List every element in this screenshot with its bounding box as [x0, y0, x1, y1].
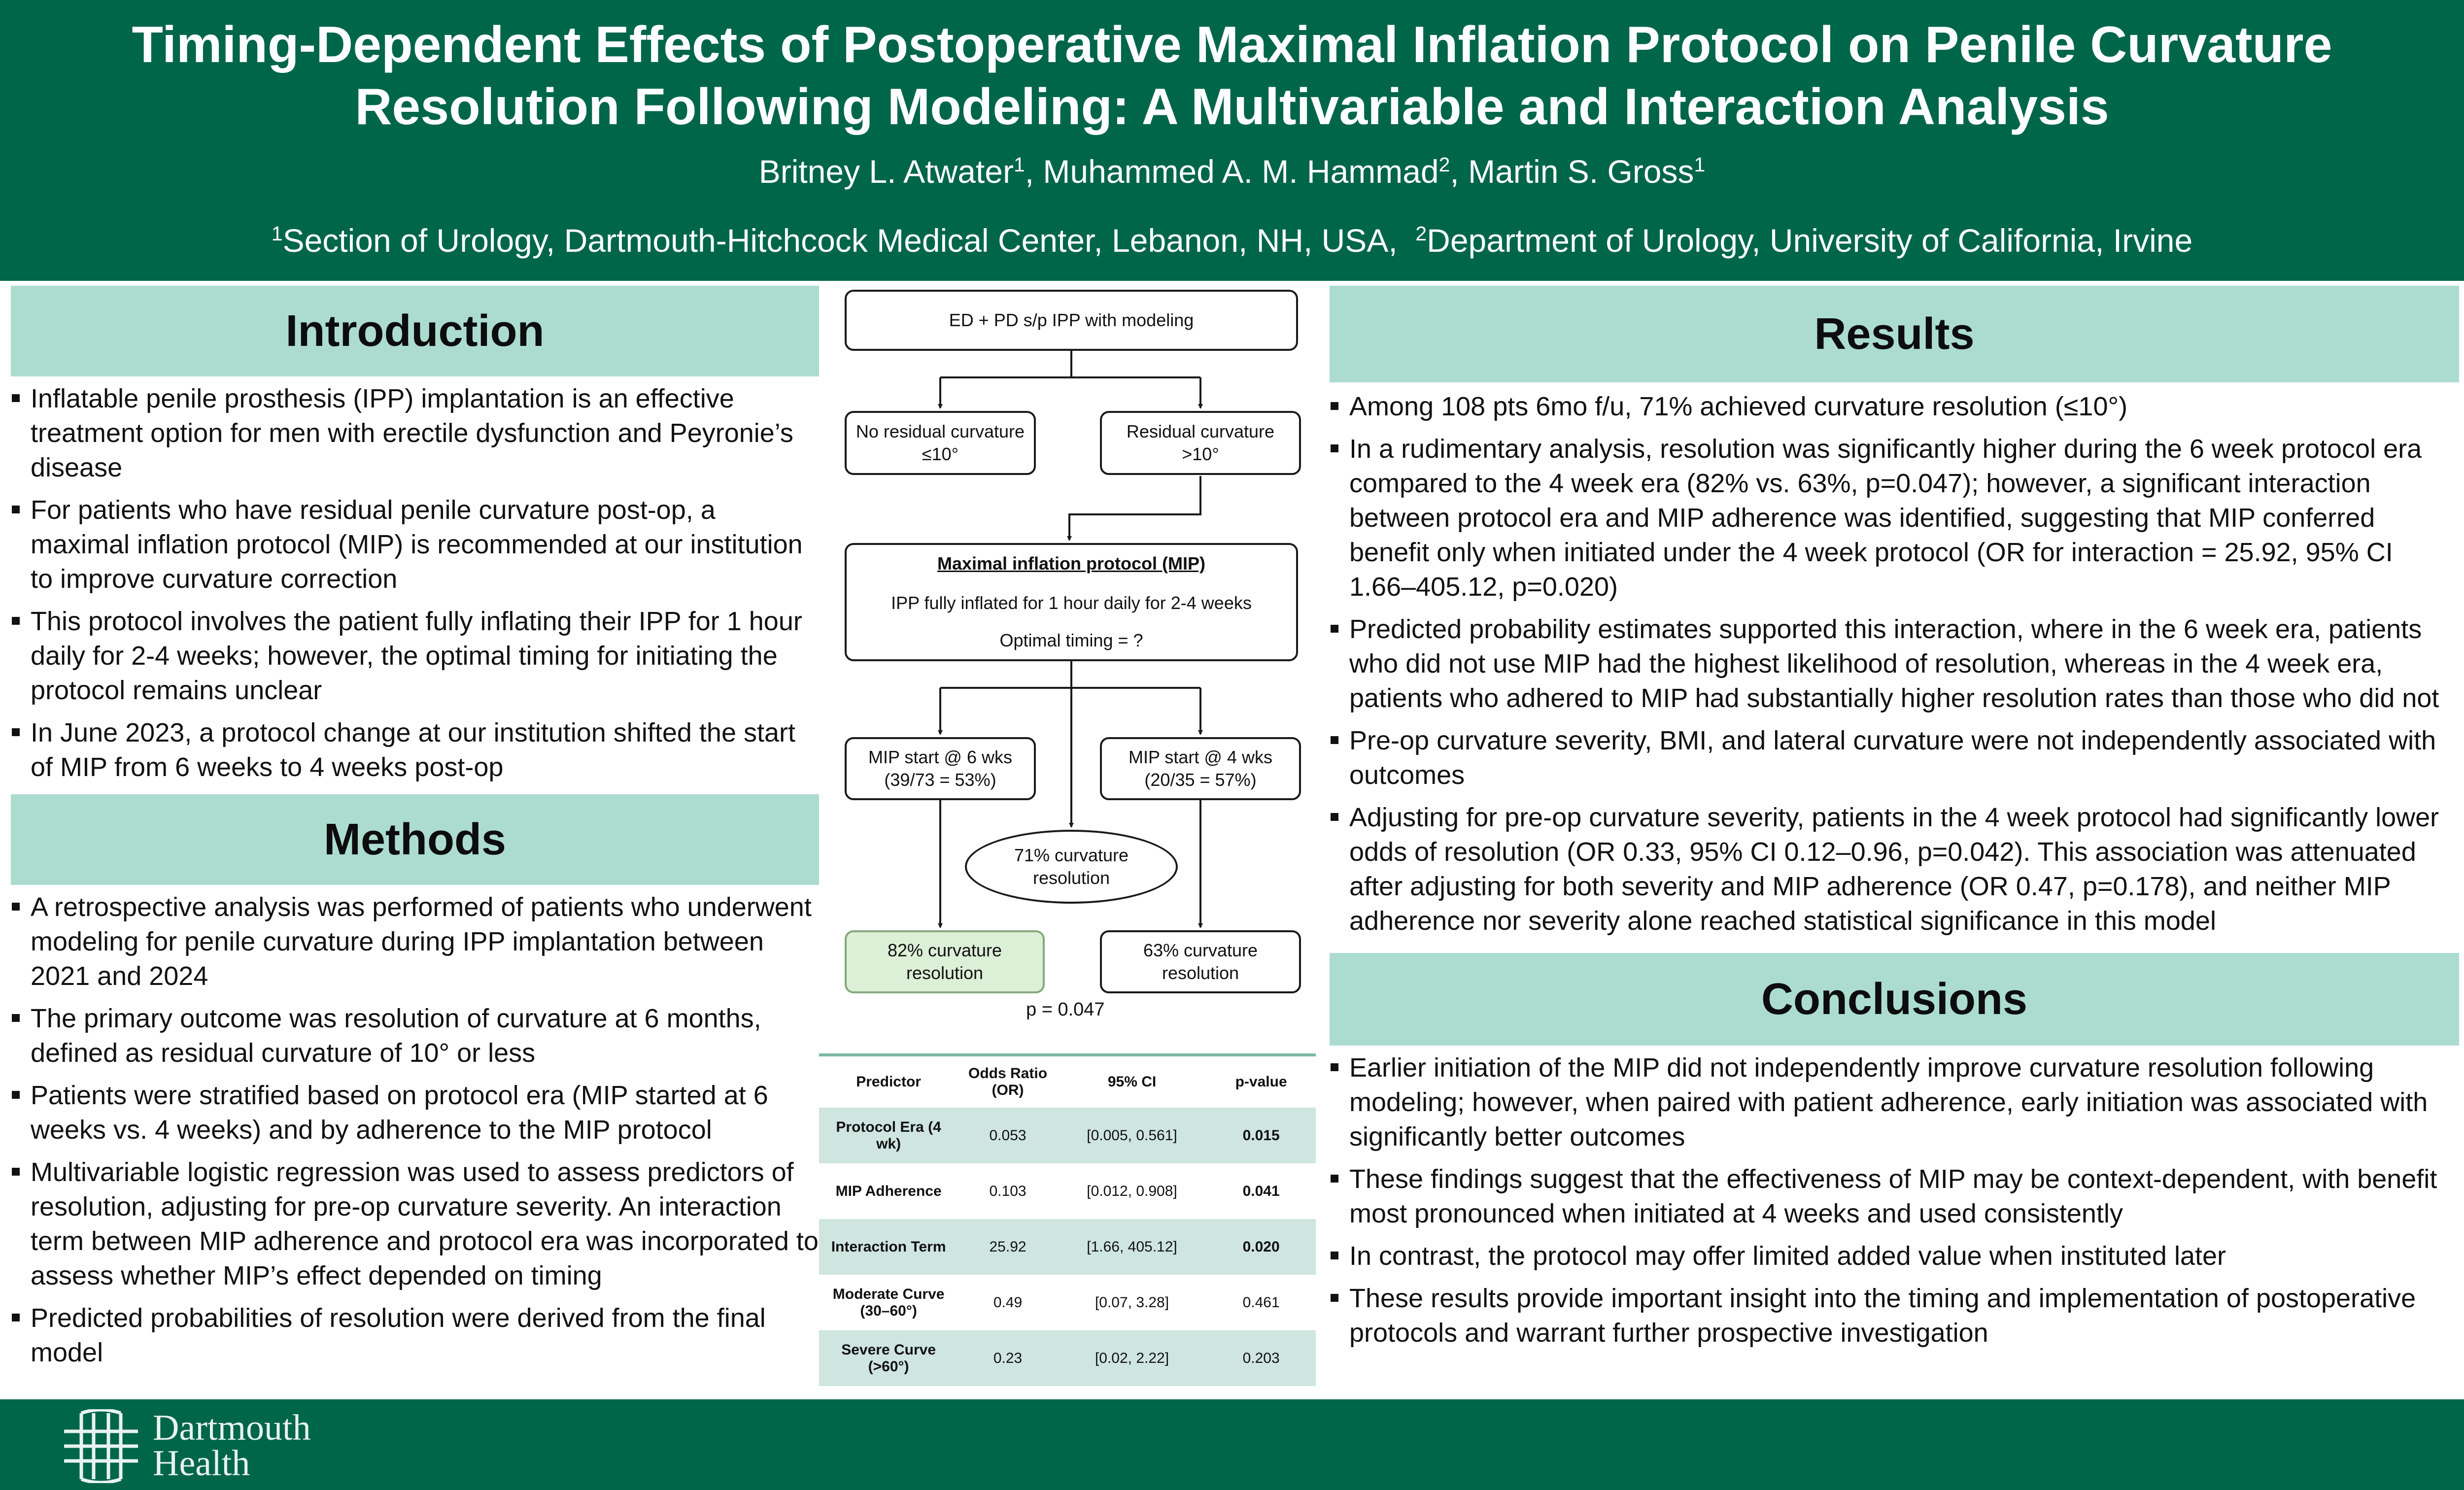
methods-list: [11, 890, 819, 1370]
cell-predictor: Moderate Curve (30–60°): [832, 1286, 945, 1319]
list-item: The primary outcome was resolution of curvature at 6 months, defined as residual curvature of 10° or less: [11, 1001, 819, 1070]
resolution-63-box: [1100, 930, 1301, 993]
residual-box: [1100, 411, 1301, 475]
author-3: Martin S. Gross$^1$: [1468, 153, 1706, 190]
list-item: In contrast, the protocol may offer limited added value when instituted later: [1330, 1239, 2459, 1273]
overall-line-1: 71% curvature: [1014, 845, 1129, 865]
four-week-line-1: MIP start @ 4 wks: [1129, 747, 1272, 767]
author-2: Muhammed A. M. Hammad$^2$,: [1043, 153, 1469, 190]
cell-ci: [0.07, 3.28]: [1095, 1294, 1169, 1311]
no-residual-line-2: ≤10°: [922, 444, 959, 464]
list-item: Patients were stratified based on protocol era (MIP started at 6 weeks vs. 4 weeks) and by adherence to the MIP protocol: [11, 1078, 819, 1147]
poster-header: [0, 0, 2464, 281]
table-row: [819, 1108, 1316, 1163]
right-column: [1330, 286, 2459, 1358]
list-item: For patients who have residual penile curvature post-op, a maximal inflation protocol (MIP) is recommended at our institution to improve curvature correction: [11, 493, 819, 596]
res82-line-2: resolution: [906, 963, 984, 983]
residual-line-2: >10°: [1182, 444, 1219, 464]
conclusions-heading: Conclusions: [1330, 953, 2459, 1046]
col-header-ci: 95% CI: [1107, 1074, 1157, 1090]
conclusions-list: [1330, 1050, 2459, 1350]
cell-odds-ratio: 0.23: [993, 1350, 1023, 1366]
six-week-line-1: MIP start @ 6 wks: [868, 747, 1012, 767]
cell-odds-ratio: 0.49: [993, 1294, 1023, 1311]
flow-top-text: ED + PD s/p IPP with modeling: [949, 310, 1194, 330]
col-header-odds-ratio: Odds Ratio (OR): [968, 1065, 1048, 1098]
no-residual-box: [845, 411, 1036, 475]
list-item: This protocol involves the patient fully inflating their IPP for 1 hour daily for 2-4 weeks; however, the optimal timing for initiating the protocol remains unclear: [11, 604, 819, 708]
no-residual-line-1: No residual curvature: [856, 421, 1025, 441]
list-item: These results provide important insight into the timing and implementation of postoperative protocols and warrant further prospective investigation: [1330, 1281, 2459, 1350]
mip-title: Maximal inflation protocol (MIP): [937, 553, 1205, 574]
cell-predictor: MIP Adherence: [835, 1183, 942, 1199]
cell-p-value: 0.203: [1242, 1350, 1280, 1366]
four-week-box: [1100, 737, 1301, 800]
res63-line-2: resolution: [1162, 963, 1239, 983]
cell-p-value: 0.015: [1242, 1127, 1280, 1144]
study-flowchart: [819, 276, 1330, 1045]
cell-p-value: 0.461: [1242, 1294, 1280, 1311]
list-item: Multivariable logistic regression was used to assess predictors of resolution, adjusting for pre-op curvature severity. An interaction term between MIP adherence and protocol era was incorporated to assess whether MIP’s effect depended on timing: [11, 1155, 819, 1293]
list-item: Adjusting for pre-op curvature severity, patients in the 4 week protocol had significantly lower odds of resolution (OR 0.33, 95% CI 0.12–0.96, p=0.042). This association was attenuated after adjusting for both severity and MIP adherence (OR 0.47, p=0.178), and neither MIP adherence nor severity alone reached statistical significance in this model: [1330, 800, 2459, 938]
affiliation-2: $^2$Department of Urology, University of California, Irvine: [1415, 222, 2193, 259]
list-item: In a rudimentary analysis, resolution was significantly higher during the 6 week protocol era compared to the 4 week era (82% vs. 63%, p=0.047); however, a significant interaction between protocol era and MIP adherence was identified, suggesting that MIP conferred benefit only when initiated under the 4 week protocol (OR for interaction = 25.92, 95% CI 1.66–405.12, p=0.020): [1330, 432, 2459, 604]
cell-p-value: 0.041: [1242, 1183, 1280, 1199]
dartmouth-health-logo-icon: [59, 1409, 143, 1483]
list-item: A retrospective analysis was performed of patients who underwent modeling for penile curvature during IPP implantation between 2021 and 2024: [11, 890, 819, 993]
cell-ci: [1.66, 405.12]: [1087, 1238, 1177, 1255]
logo-wordmark: [153, 1408, 311, 1484]
p-value-label: p = 0.047: [1026, 999, 1105, 1020]
res63-line-1: 63% curvature: [1143, 940, 1258, 960]
title-line-2: Resolution Following Modeling: A Multivariable and Interaction Analysis: [355, 78, 2109, 135]
mip-timing: Optimal timing = ?: [999, 630, 1143, 650]
title-line-1: Timing-Dependent Effects of Postoperative Maximal Inflation Protocol on Penile Curvature: [132, 16, 2332, 73]
list-item: These findings suggest that the effectiveness of MIP may be context-dependent, with benefit most pronounced when initiated at 4 weeks and used consistently: [1330, 1162, 2459, 1231]
mip-box: [845, 543, 1298, 661]
list-item: Predicted probabilities of resolution were derived from the final model: [11, 1301, 819, 1370]
poster-title: [0, 14, 2464, 138]
poster-footer: [0, 1399, 2464, 1490]
results-list: [1330, 389, 2459, 938]
logo-line-1: Dartmouth: [153, 1408, 311, 1448]
author-1: Britney L. Atwater$^1$,: [758, 153, 1043, 190]
list-item: Predicted probability estimates supported this interaction, where in the 6 week era, patients who did not use MIP had the highest likelihood of resolution, whereas in the 4 week era, patients who adhered to MIP had substantially higher resolution rates than those who did not: [1330, 612, 2459, 715]
mip-description: IPP fully inflated for 1 hour daily for 2-4 weeks: [891, 593, 1252, 613]
four-week-line-2: (20/35 = 57%): [1144, 770, 1257, 790]
left-column: [11, 286, 819, 1378]
six-week-box: [845, 737, 1036, 800]
cell-predictor: Interaction Term: [831, 1238, 946, 1255]
table-row: [819, 1330, 1316, 1386]
regression-table: [819, 1053, 1316, 1386]
affiliation-1: $^1$Section of Urology, Dartmouth-Hitchcock Medical Center, Lebanon, NH, USA,: [271, 222, 1398, 259]
list-item: Inflatable penile prosthesis (IPP) implantation is an effective treatment option for men with erectile dysfunction and Peyronie’s disease: [11, 381, 819, 485]
cell-ci: [0.02, 2.22]: [1095, 1350, 1169, 1366]
cell-ci: [0.012, 0.908]: [1087, 1183, 1177, 1199]
table-header-row: [819, 1055, 1316, 1108]
introduction-list: [11, 381, 819, 784]
cell-ci: [0.005, 0.561]: [1087, 1127, 1177, 1144]
cell-odds-ratio: 25.92: [989, 1238, 1027, 1255]
flow-top-box: [845, 290, 1298, 351]
methods-heading: Methods: [11, 794, 819, 885]
cell-p-value: 0.020: [1242, 1238, 1280, 1255]
col-header-predictor: Predictor: [856, 1074, 921, 1090]
logo-line-2: Health: [153, 1443, 250, 1484]
author-list: [0, 152, 2464, 191]
col-header-p-value: p-value: [1235, 1074, 1287, 1090]
resolution-82-box: [845, 930, 1045, 993]
cell-odds-ratio: 0.053: [989, 1127, 1027, 1144]
cell-odds-ratio: 0.103: [989, 1183, 1027, 1199]
list-item: In June 2023, a protocol change at our institution shifted the start of MIP from 6 weeks to 4 weeks post-op: [11, 715, 819, 784]
res82-line-1: 82% curvature: [887, 940, 1002, 960]
list-item: Pre-op curvature severity, BMI, and lateral curvature were not independently associated with outcomes: [1330, 723, 2459, 792]
overall-resolution-ellipse: [965, 830, 1178, 904]
overall-line-2: resolution: [1032, 868, 1110, 888]
residual-line-1: Residual curvature: [1126, 421, 1275, 441]
list-item: Among 108 pts 6mo f/u, 71% achieved curvature resolution (≤10°): [1330, 389, 2459, 424]
six-week-line-2: (39/73 = 53%): [884, 770, 996, 790]
table-row: [819, 1275, 1316, 1330]
cell-predictor: Severe Curve (>60°): [841, 1341, 936, 1375]
table-row: [819, 1163, 1316, 1219]
table-row: [819, 1219, 1316, 1275]
cell-predictor: Protocol Era (4 wk): [836, 1118, 941, 1152]
results-heading: Results: [1330, 286, 2459, 382]
affiliation-list: [0, 221, 2464, 260]
introduction-heading: Introduction: [11, 286, 819, 376]
list-item: Earlier initiation of the MIP did not independently improve curvature resolution following modeling; however, when paired with patient adherence, early initiation was associated with significantly better outcomes: [1330, 1050, 2459, 1154]
